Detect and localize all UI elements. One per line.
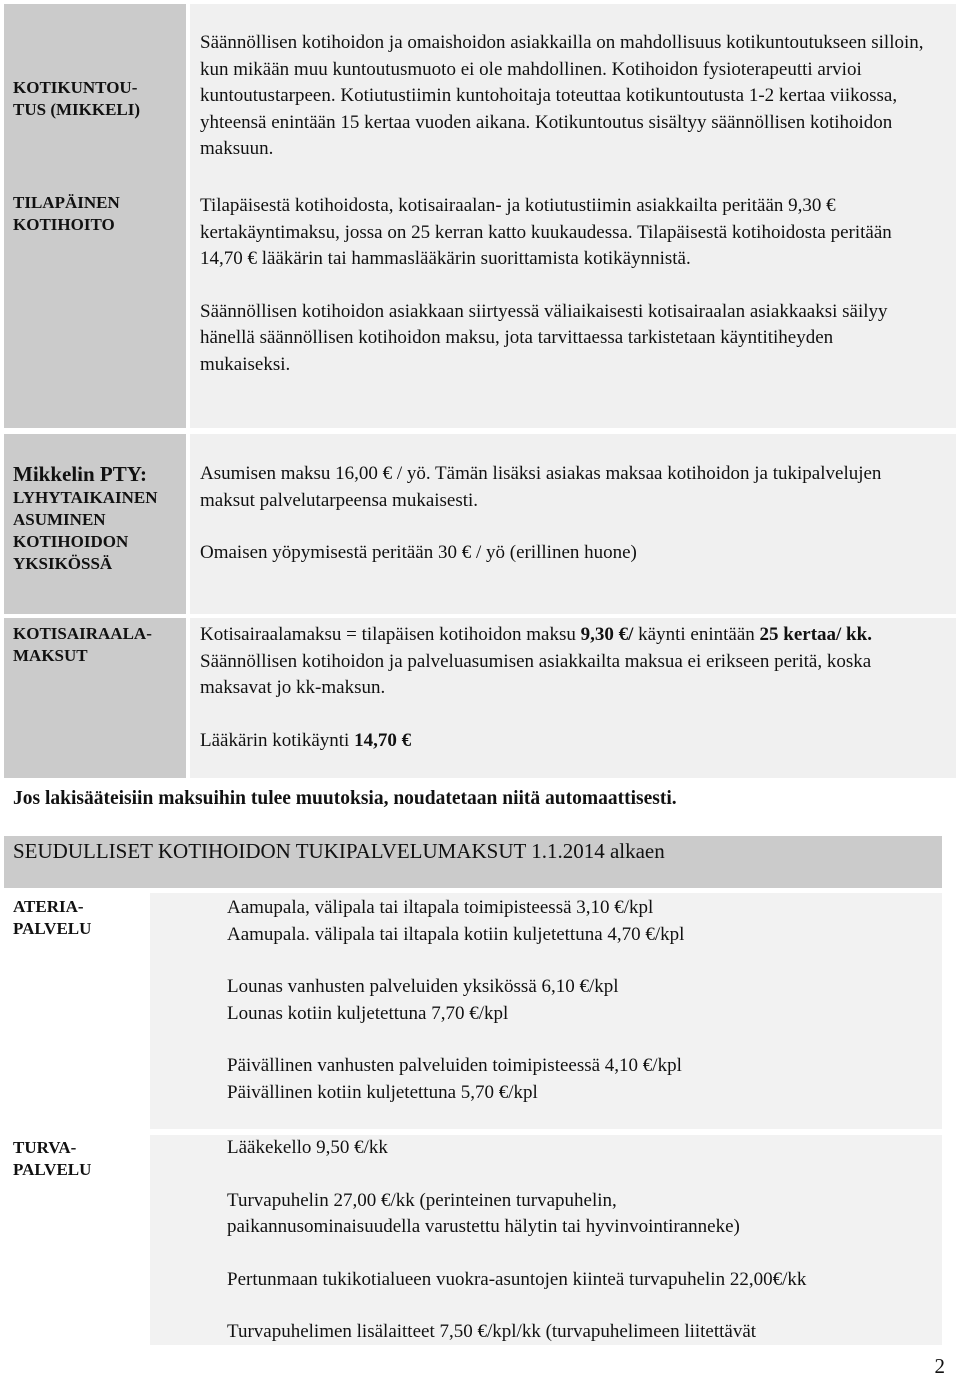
row-label-line: TUS (MIKKELI) — [13, 100, 141, 119]
price-line: Pertunmaan tukikotialueen vuokra-asuntojen kiinteä turvapuhelin 22,00€/kk — [227, 1268, 807, 1290]
price-line: Lounas kotiin kuljetettuna 7,70 €/kpl — [227, 1002, 509, 1024]
row-label-line: TURVA- — [13, 1138, 77, 1157]
price-line: Päivällinen vanhusten palveluiden toimipisteessä 4,10 €/kpl — [227, 1055, 682, 1076]
row-label-kotikuntoutus — [13, 77, 183, 121]
row-label-line: TILAPÄINEN — [13, 193, 120, 212]
paragraph — [200, 728, 920, 755]
text-run: käynti enintään — [633, 624, 760, 645]
paragraph: Omaisen yöpymisestä peritään 30 € / yö (erillinen huone) — [200, 542, 637, 563]
paragraph: Säännöllisen kotihoidon ja omaishoidon asiakkailla on mahdollisuus kotikuntoutukseen silloin, kun mikään muu kuntoutusmuoto ei ole mahdollinen. Kotihoidon fysioterapeutti arvioi kuntoutustarpeen. Kotiutustiimin kuntohoitaja toteuttaa kotikuntoutusta 1-2 kertaa viikossa, yhteensä enintään 15 kertaa vuoden aikana. Kotikuntoutus sisältyy säännöllisen kotihoidon maksuun. — [200, 32, 924, 159]
text-run: Säännöllisen kotihoidon ja palveluasumisen asiakkailta maksua ei erikseen peritä, koska maksavat jo kk-maksun. — [200, 650, 872, 698]
row-text-kotisairaalamaksut — [200, 622, 920, 754]
row-label-line: KOTIKUNTOU- — [13, 78, 138, 97]
price-line: Turvapuhelin 27,00 €/kk (perinteinen turvapuhelin, — [227, 1189, 617, 1211]
row-label-turvapalvelu — [13, 1137, 143, 1181]
paragraph: Säännöllisen kotihoidon asiakkaan siirtyessä väliaikaisesti kotisairaalan asiakkaaksi säilyy hänellä säännöllisen kotihoidon maksu, jota tarvittaessa tarkistetaan käyntitiheyden mukaiseksi. — [200, 300, 888, 375]
row-text-turvapalvelu — [227, 1135, 937, 1346]
text-run: Lääkärin kotikäynti — [200, 729, 355, 751]
row-label-line: ATERIA- — [13, 897, 84, 916]
text-run: Kotisairaalamaksu = tilapäisen kotihoidon maksu — [200, 624, 581, 645]
paragraph: Tilapäisestä kotihoidosta, kotisairaalan- ja kotiutustiimin asiakkailta peritään 9,30 € kertakäyntimaksu, jossa on 25 kerran katto kuukaudessa. Tilapäisestä kotihoidosta peritään 14,70 € lääkärin tai hammaslääkärin suorittamista kotikäynnistä. — [200, 195, 892, 269]
row-label-line: LYHYTAIKAINEN — [13, 488, 158, 507]
row-label-line: YKSIKÖSSÄ — [13, 554, 113, 573]
row-label-kotisairaalamaksut — [13, 623, 185, 667]
price-line: paikannusominaisuudella varustettu hälytin tai hyvinvointiranneke) — [227, 1216, 740, 1237]
row-label-lyhytaikainen-asuminen — [13, 461, 185, 575]
price-line: Lounas vanhusten palveluiden yksikössä 6,10 €/kpl — [227, 976, 619, 997]
price-line: Turvapuhelimen lisälaitteet 7,50 €/kpl/kk (turvapuhelimeen liitettävät — [227, 1321, 757, 1342]
price-line: Aamupala. välipala tai iltapala kotiin kuljetettuna 4,70 €/kpl — [227, 923, 685, 945]
section-heading: SEUDULLISET KOTIHOIDON TUKIPALVELUMAKSUT 1.1.2014 alkaen — [13, 839, 665, 863]
row-label-ateriapalvelu — [13, 896, 143, 940]
paragraph — [200, 622, 920, 702]
row-label-line: KOTIHOITO — [13, 215, 115, 234]
row-text-tilapainen-kotihoito — [200, 193, 920, 378]
row-text-kotikuntoutus — [200, 30, 950, 163]
row-label-line: ASUMINEN — [13, 510, 106, 529]
row-label-title: Mikkelin PTY: — [13, 462, 147, 486]
row-label-line: KOTIHOIDON — [13, 532, 129, 551]
price-line: Aamupala, välipala tai iltapala toimipisteessä 3,10 €/kpl — [227, 897, 654, 918]
row-label-line: MAKSUT — [13, 646, 88, 665]
page-number: 2 — [934, 1354, 945, 1378]
row-label-tilapainen-kotihoito — [13, 192, 183, 236]
row-label-line: PALVELU — [13, 1160, 92, 1179]
row-label-line: PALVELU — [13, 919, 92, 938]
fee-amount: 9,30 €/ — [580, 624, 634, 645]
fee-amount: 14,70 € — [354, 729, 412, 751]
paragraph: Asumisen maksu 16,00 € / yö. Tämän lisäksi asiakas maksaa kotihoidon ja tukipalvelujen maksut palvelutarpeensa mukaisesti. — [200, 463, 882, 511]
price-line: Päivällinen kotiin kuljetettuna 5,70 €/kpl — [227, 1081, 538, 1103]
row-label-line: KOTISAIRAALA- — [13, 624, 152, 643]
row-text-ateriapalvelu — [227, 895, 937, 1106]
automatic-change-note: Jos lakisääteisiin maksuihin tulee muutoksia, noudatetaan niitä automaattisesti. — [13, 788, 677, 809]
visit-cap: 25 kertaa/ kk. — [759, 624, 872, 645]
row-text-lyhytaikainen-asuminen — [200, 461, 930, 567]
price-line: Lääkekello 9,50 €/kk — [227, 1137, 388, 1158]
